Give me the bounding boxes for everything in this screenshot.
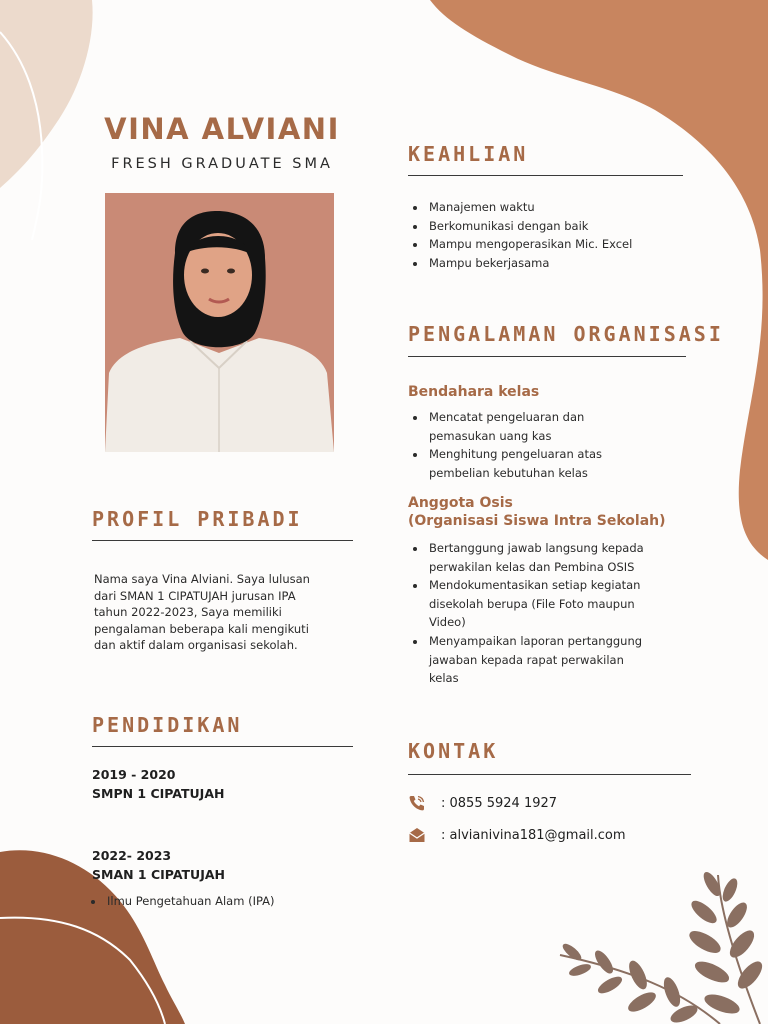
profile-photo [105,193,334,452]
skills-list [408,198,632,272]
phone-icon [408,794,426,812]
list-item: Bertanggung jawab langsung kepada perwakilan kelas dan Pembina OSIS [408,539,644,576]
contact-email[interactable]: : alvianivina181@gmail.com [441,827,626,843]
leaf-branch-decoration [560,870,766,1024]
profile-line: tahun 2022-2023, Saya memiliki [94,605,282,619]
list-item: Menyampaikan laporan pertanggung jawaban kepada rapat perwakilan kelas [408,632,644,688]
contact-email-row[interactable] [408,826,626,844]
section-title-organization: PENGALAMAN ORGANISASI [408,322,724,346]
contact-phone[interactable]: : 0855 5924 1927 [441,795,558,811]
org-role-duties [408,408,602,482]
org-role-duties [408,539,644,688]
section-title-education: PENDIDIKAN [92,713,243,737]
list-item: Mencatat pengeluaran dan pemasukan uang kas [408,408,602,445]
org-role-title: Anggota Osis (Organisasi Siswa Intra Sekolah) [408,495,666,529]
list-item: Manajemen waktu [408,198,632,217]
section-title-contact: KONTAK [408,739,499,763]
profile-line: dan aktif dalam organisasi sekolah. [94,638,298,652]
section-title-profile: PROFIL PRIBADI [92,507,303,531]
profile-line: dari SMAN 1 CIPATUJAH jurusan IPA [94,588,296,603]
section-divider [408,774,691,775]
contact-phone-row[interactable] [408,794,557,812]
education-school: SMPN 1 CIPATUJAH [92,786,225,801]
section-divider [408,356,686,357]
section-divider [92,540,353,541]
education-major-list [86,892,275,911]
list-item: Ilmu Pengetahuan Alam (IPA) [86,892,275,911]
org-role-title: Bendahara kelas [408,384,540,400]
list-item: Berkomunikasi dengan baik [408,217,632,236]
education-years: 2019 - 2020 [92,767,176,782]
envelope-icon [408,826,426,844]
list-item: Menghitung pengeluaran atas pembelian kebutuhan kelas [408,445,602,482]
list-item: Mampu mengoperasikan Mic. Excel [408,235,632,254]
section-divider [92,746,353,747]
profile-summary [94,571,344,654]
candidate-name: VINA ALVIANI [104,112,340,146]
section-title-skills: KEAHLIAN [408,142,529,166]
list-item: Mendokumentasikan setiap kegiatan disekolah berupa (File Foto maupun Video) [408,576,644,632]
education-years: 2022- 2023 [92,848,172,863]
education-school: SMAN 1 CIPATUJAH [92,867,225,882]
candidate-subtitle: FRESH GRADUATE SMA [111,156,333,172]
list-item: Mampu bekerjasama [408,254,632,273]
section-divider [408,175,683,176]
profile-line: Nama saya Vina Alviani. Saya lulusan [94,572,310,586]
profile-line: pengalaman beberapa kali mengikuti [94,621,309,636]
